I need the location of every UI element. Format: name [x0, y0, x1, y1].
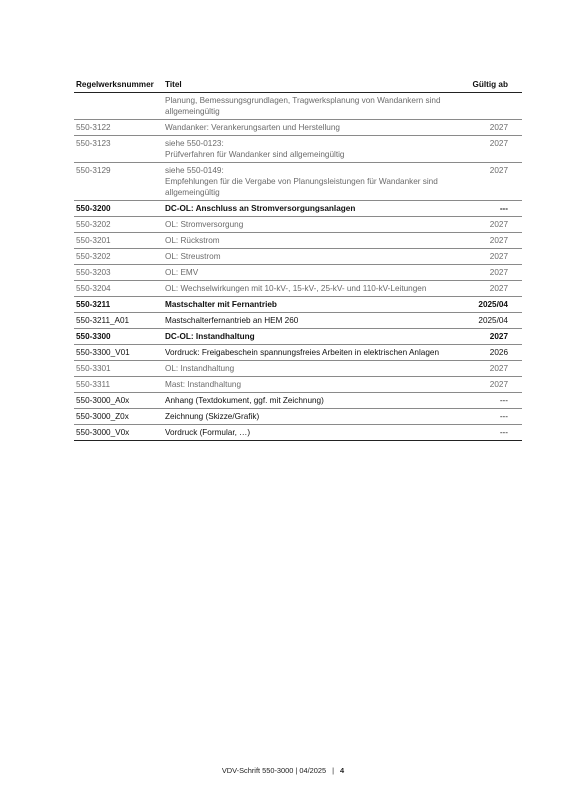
row-regelwerksnummer: 550-3204: [74, 281, 163, 297]
row-titel: Mastschalter mit Fernantrieb: [163, 297, 459, 313]
row-gueltig-ab: 2027: [459, 329, 522, 345]
table-row: [74, 120, 522, 136]
row-titel: DC-OL: Instandhaltung: [163, 329, 459, 345]
row-titel: Planung, Bemessungsgrundlagen, Tragwerksplanung von Wandankern sind allgemeingültig: [163, 93, 459, 120]
row-titel: OL: Rückstrom: [163, 233, 459, 249]
row-gueltig-ab: 2025/04: [459, 297, 522, 313]
row-regelwerksnummer: [74, 93, 163, 120]
table-header: [74, 78, 522, 93]
header-regelwerksnummer: Regelwerksnummer: [74, 78, 163, 93]
table-row: [74, 409, 522, 425]
table-row: [74, 313, 522, 329]
row-regelwerksnummer: 550-3300_V01: [74, 345, 163, 361]
regelwerk-table: [74, 78, 522, 441]
row-gueltig-ab: 2026: [459, 345, 522, 361]
row-regelwerksnummer: 550-3129: [74, 163, 163, 201]
table-row: [74, 425, 522, 441]
row-titel: OL: Streustrom: [163, 249, 459, 265]
row-regelwerksnummer: 550-3000_A0x: [74, 393, 163, 409]
row-regelwerksnummer: 550-3301: [74, 361, 163, 377]
row-titel: Wandanker: Verankerungsarten und Herstellung: [163, 120, 459, 136]
row-gueltig-ab: 2027: [459, 281, 522, 297]
page-footer: [0, 766, 566, 775]
table-row: [74, 393, 522, 409]
row-gueltig-ab: 2025/04: [459, 313, 522, 329]
table-row: [74, 329, 522, 345]
row-titel: siehe 550-0149: Empfehlungen für die Vergabe von Planungsleistungen für Wandanker sind allgemeingültig: [163, 163, 459, 201]
row-gueltig-ab: ---: [459, 409, 522, 425]
row-regelwerksnummer: 550-3123: [74, 136, 163, 163]
header-titel: Titel: [163, 78, 459, 93]
table-row: [74, 163, 522, 201]
row-gueltig-ab: [459, 93, 522, 120]
header-gueltig-ab: Gültig ab: [459, 78, 522, 93]
table-row: [74, 201, 522, 217]
row-regelwerksnummer: 550-3000_Z0x: [74, 409, 163, 425]
table-header-row: [74, 78, 522, 93]
row-regelwerksnummer: 550-3202: [74, 217, 163, 233]
row-regelwerksnummer: 550-3201: [74, 233, 163, 249]
table-row: [74, 93, 522, 120]
row-regelwerksnummer: 550-3211: [74, 297, 163, 313]
table-row: [74, 217, 522, 233]
row-regelwerksnummer: 550-3311: [74, 377, 163, 393]
table-row: [74, 265, 522, 281]
table-row: [74, 345, 522, 361]
row-regelwerksnummer: 550-3122: [74, 120, 163, 136]
row-titel: Vordruck: Freigabeschein spannungsfreies Arbeiten in elektrischen Anlagen: [163, 345, 459, 361]
footer-document-info: VDV-Schrift 550-3000 | 04/2025: [221, 766, 327, 775]
row-titel: Vordruck (Formular, …): [163, 425, 459, 441]
row-gueltig-ab: ---: [459, 393, 522, 409]
page-number: 4: [340, 766, 345, 775]
table-row: [74, 297, 522, 313]
row-titel: OL: Instandhaltung: [163, 361, 459, 377]
row-titel: siehe 550-0123: Prüfverfahren für Wandanker sind allgemeingültig: [163, 136, 459, 163]
footer-separator: |: [332, 766, 335, 775]
row-gueltig-ab: 2027: [459, 377, 522, 393]
row-gueltig-ab: 2027: [459, 233, 522, 249]
table-body: [74, 93, 522, 441]
table-row: [74, 233, 522, 249]
row-titel: OL: Wechselwirkungen mit 10-kV-, 15-kV-, 25-kV- und 110-kV-Leitungen: [163, 281, 459, 297]
row-regelwerksnummer: 550-3211_A01: [74, 313, 163, 329]
row-titel: Mast: Instandhaltung: [163, 377, 459, 393]
row-gueltig-ab: 2027: [459, 361, 522, 377]
row-titel: OL: Stromversorgung: [163, 217, 459, 233]
row-regelwerksnummer: 550-3200: [74, 201, 163, 217]
row-gueltig-ab: 2027: [459, 120, 522, 136]
table-row: [74, 249, 522, 265]
row-gueltig-ab: 2027: [459, 136, 522, 163]
row-gueltig-ab: ---: [459, 425, 522, 441]
table-row: [74, 377, 522, 393]
row-titel: Mastschalterfernantrieb an HEM 260: [163, 313, 459, 329]
row-gueltig-ab: ---: [459, 201, 522, 217]
row-regelwerksnummer: 550-3202: [74, 249, 163, 265]
table-row: [74, 281, 522, 297]
row-gueltig-ab: 2027: [459, 265, 522, 281]
row-titel: OL: EMV: [163, 265, 459, 281]
row-regelwerksnummer: 550-3203: [74, 265, 163, 281]
table-row: [74, 361, 522, 377]
row-titel: Anhang (Textdokument, ggf. mit Zeichnung): [163, 393, 459, 409]
row-regelwerksnummer: 550-3300: [74, 329, 163, 345]
row-gueltig-ab: 2027: [459, 217, 522, 233]
row-titel: DC-OL: Anschluss an Stromversorgungsanlagen: [163, 201, 459, 217]
row-titel: Zeichnung (Skizze/Grafik): [163, 409, 459, 425]
row-gueltig-ab: 2027: [459, 249, 522, 265]
row-regelwerksnummer: 550-3000_V0x: [74, 425, 163, 441]
row-gueltig-ab: 2027: [459, 163, 522, 201]
table-row: [74, 136, 522, 163]
